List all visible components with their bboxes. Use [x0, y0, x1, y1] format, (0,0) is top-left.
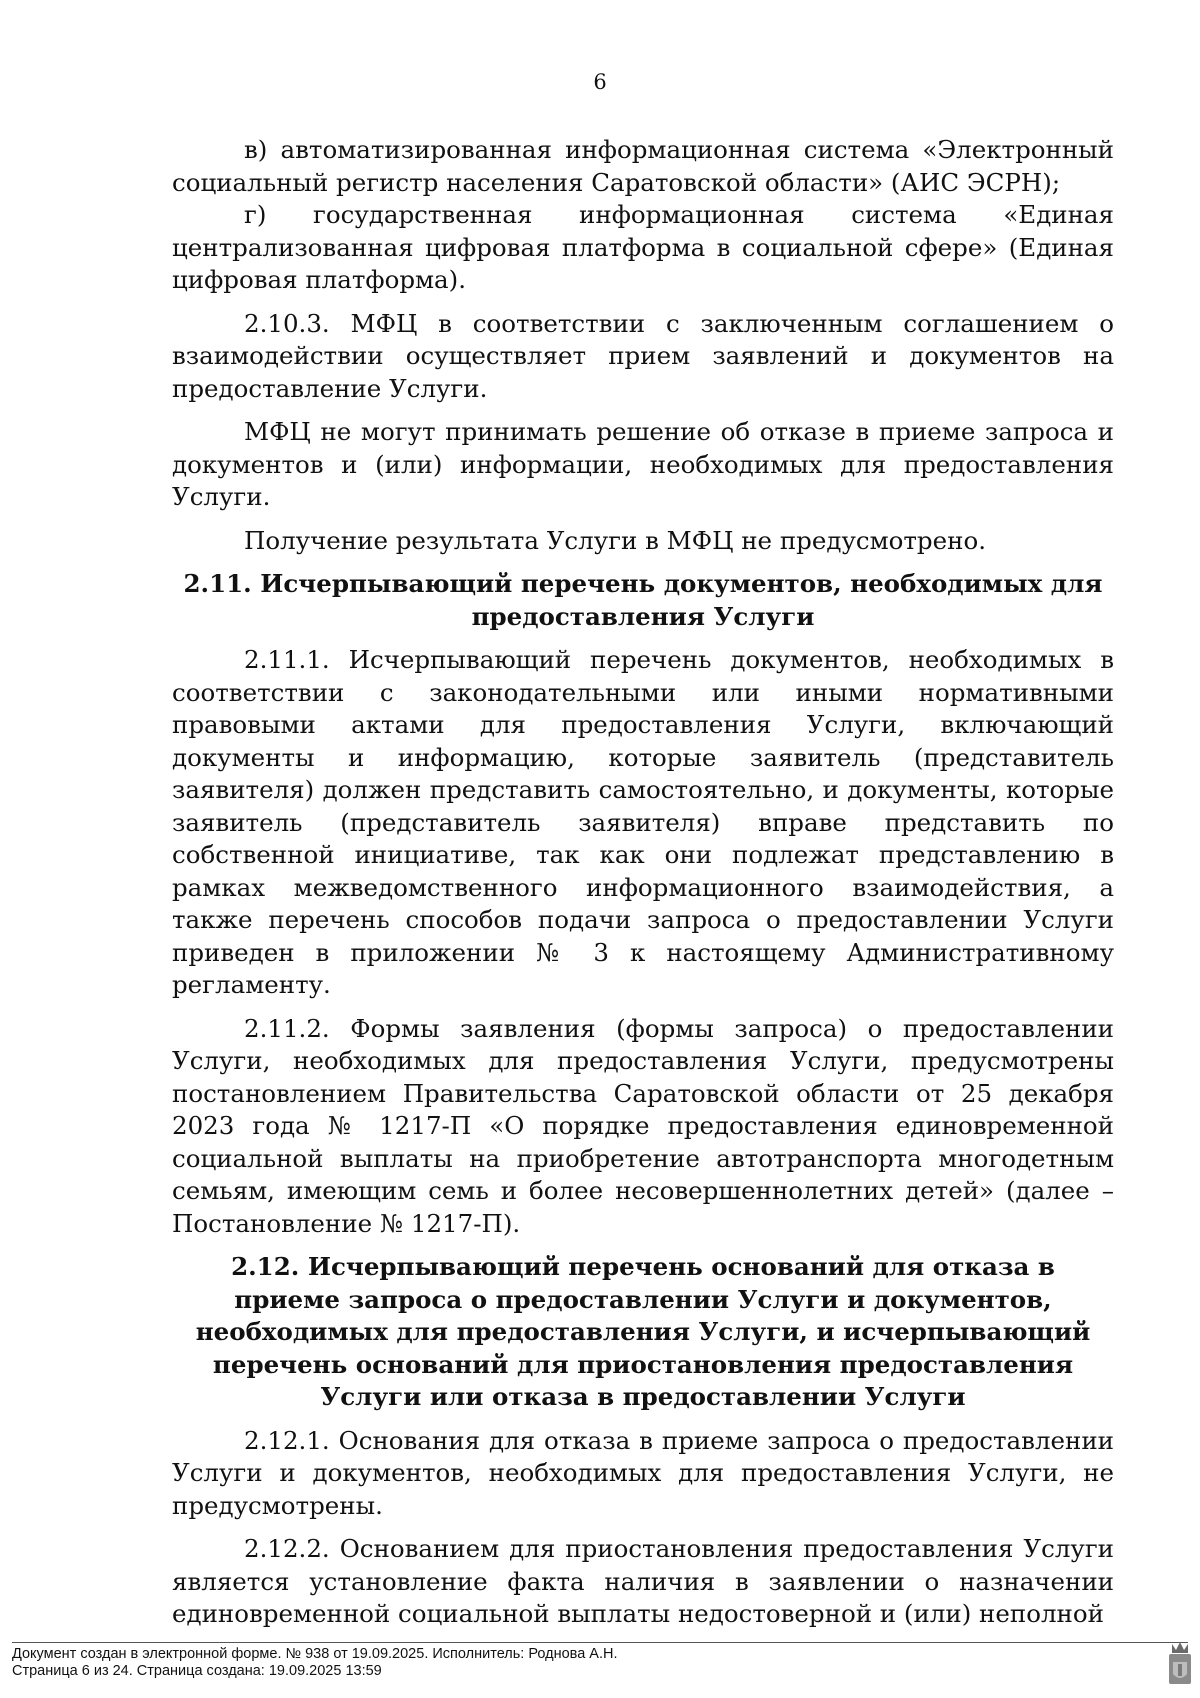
footer-divider	[12, 1642, 1188, 1643]
document-body	[172, 134, 1114, 1631]
paragraph-item-v: в) автоматизированная информационная система «Электронный социальный регистр населения Саратовской области» (АИС ЭСРН);	[172, 135, 1114, 197]
paragraph-2-12-1: 2.12.1. Основания для отказа в приеме запроса о предоставлении Услуги и документов, необходимых для предоставления Услуги, не предусмотрены.	[172, 1425, 1114, 1520]
footer-line-1: Документ создан в электронной форме. № 938 от 19.09.2025. Исполнитель: Роднова А.Н.	[12, 1646, 618, 1662]
coat-of-arms-icon	[1166, 1640, 1194, 1690]
paragraph-2-11-1: 2.11.1. Исчерпывающий перечень документов, необходимых в соответствии с законодательными или иными нормативными правовыми актами для предоставления Услуги, включающий документы и информацию, которые заявитель (представитель заявителя) должен представить самостоятельно, и документы, которые заявитель (представитель заявителя) вправе представить по собственной инициативе, так как они подлежат представлению в рамках межведомственного информационного взаимодействия, а также перечень способов подачи запроса о предоставлении Услуги приведен в приложении № 3 к настоящему Административному регламенту.	[172, 645, 1114, 999]
paragraph-item-g: г) государственная информационная система «Единая централизованная цифровая платформа в социальной сфере» (Единая цифровая платформа).	[172, 200, 1114, 294]
section-heading-2-11: 2.11. Исчерпывающий перечень документов, необходимых для предоставления Услуги	[183, 569, 1103, 631]
section-heading-2-12: 2.12. Исчерпывающий перечень оснований для отказа в приеме запроса о предоставлении Услуги и документов, необходимых для предоставления Услуги, и исчерпывающий перечень оснований для приостановления предоставления Услуги или отказа в предоставлении Услуги	[195, 1252, 1091, 1411]
paragraph-mfc-result: Получение результата Услуги в МФЦ не предусмотрено.	[244, 525, 986, 555]
document-footer	[12, 1646, 618, 1680]
paragraph-2-11-2: 2.11.2. Формы заявления (формы запроса) о предоставлении Услуги, необходимых для предоставления Услуги, предусмотрены постановлением Правительства Саратовской области от 25 декабря 2023 года № 1217-П «О порядке предоставления единовременной социальной выплаты на приобретение автотранспорта многодетным семьям, имеющим семь и более несовершеннолетних детей» (далее – Постановление № 1217-П).	[172, 1013, 1114, 1238]
footer-line-2: Страница 6 из 24. Страница создана: 19.09.2025 13:59	[12, 1663, 382, 1679]
page-number: 6	[593, 70, 607, 94]
paragraph-mfc-refusal: МФЦ не могут принимать решение об отказе в приеме запроса и документов и (или) информации, необходимых для предоставления Услуги.	[172, 417, 1114, 511]
paragraph-2-10-3: 2.10.3. МФЦ в соответствии с заключенным соглашением о взаимодействии осуществляет прием заявлений и документов на предоставление Услуги.	[172, 308, 1114, 403]
paragraph-2-12-2: 2.12.2. Основанием для приостановления предоставления Услуги является установление факта наличия в заявлении о назначении единовременной социальной выплаты недостоверной и (или) неполной	[172, 1534, 1114, 1628]
